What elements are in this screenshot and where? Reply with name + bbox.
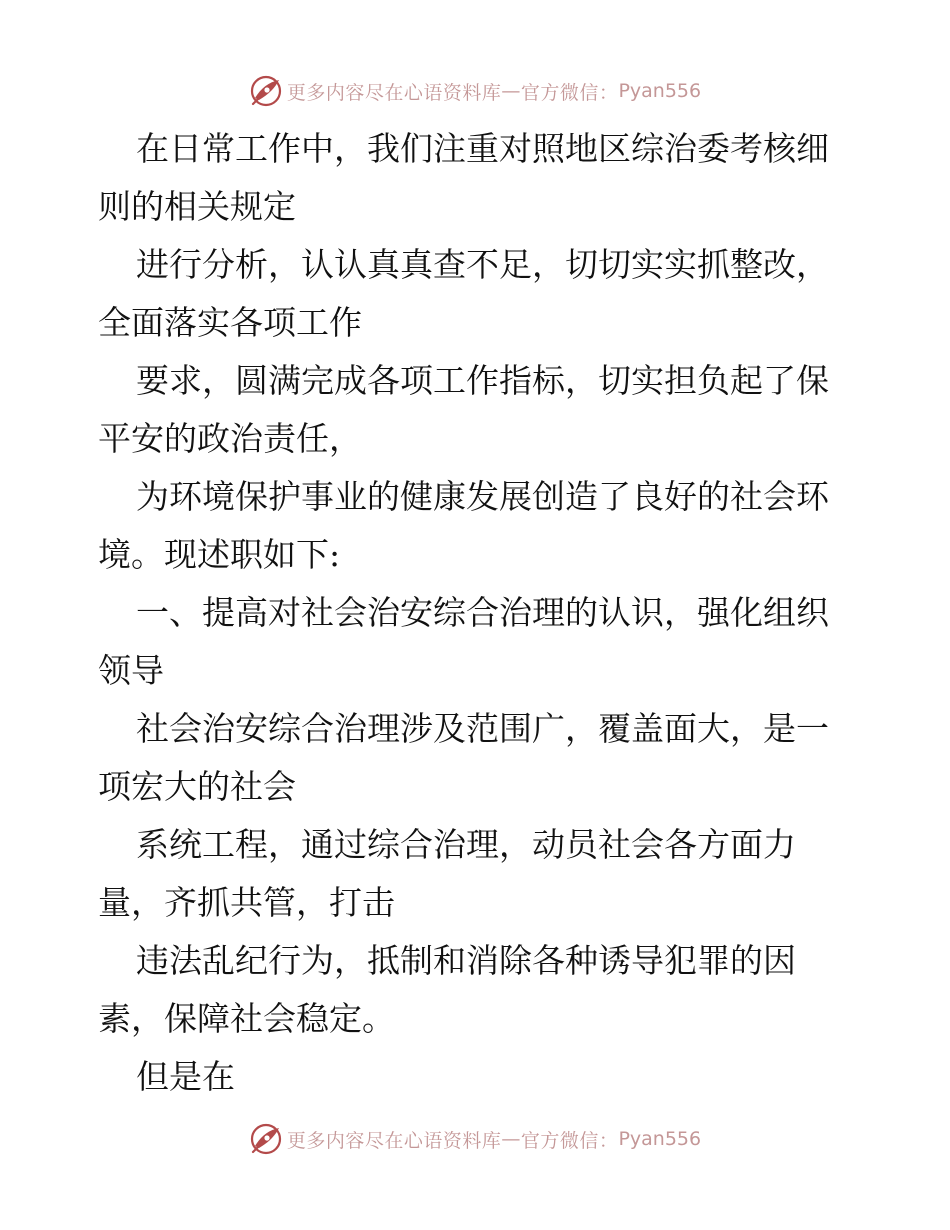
text-line: 违法乱纪行为，抵制和消除各种诱导犯罪的因 <box>136 941 796 980</box>
text-line: 为环境保护事业的健康发展创造了良好的社会环 <box>136 477 829 516</box>
text-line: 但是在 <box>136 1057 235 1096</box>
text-line: 则的相关规定 <box>98 187 296 226</box>
text-line: 系统工程，通过综合治理，动员社会各方面力 <box>136 825 796 864</box>
text-line: 全面落实各项工作 <box>98 303 362 342</box>
header-watermark <box>0 71 950 111</box>
pen-nib-icon <box>249 1122 283 1156</box>
text-line: 进行分析，认认真真查不足，切切实实抓整改， <box>136 245 829 284</box>
text-line: 在日常工作中，我们注重对照地区综治委考核细 <box>136 129 829 168</box>
text-line: 平安的政治责任， <box>98 419 362 458</box>
watermark-wechat-id: Pyan556 <box>618 80 702 102</box>
footer-watermark <box>0 1119 950 1159</box>
text-line: 社会治安综合治理涉及范围广，覆盖面大，是一 <box>136 709 829 748</box>
watermark-wechat-label: 官方微信： <box>520 1129 619 1152</box>
watermark-site-text: 更多内容尽在心语资料库 <box>286 1129 502 1152</box>
text-line: 境。现述职如下: <box>98 535 341 574</box>
watermark-wechat-label: 官方微信： <box>520 81 619 104</box>
pen-nib-icon <box>249 74 283 108</box>
watermark-separator: — <box>501 1128 521 1150</box>
text-line: 量，齐抓共管，打击 <box>98 883 395 922</box>
watermark-site-text: 更多内容尽在心语资料库 <box>286 81 502 104</box>
watermark-separator: — <box>501 80 521 102</box>
text-line: 一、提高对社会治安综合治理的认识，强化组织 <box>136 593 829 632</box>
watermark-wechat-id: Pyan556 <box>618 1128 702 1150</box>
text-line: 素，保障社会稳定。 <box>98 999 395 1038</box>
document-body <box>98 120 858 1106</box>
text-line: 领导 <box>98 651 164 690</box>
text-line: 项宏大的社会 <box>98 767 296 806</box>
text-line: 要求，圆满完成各项工作指标，切实担负起了保 <box>136 361 829 400</box>
